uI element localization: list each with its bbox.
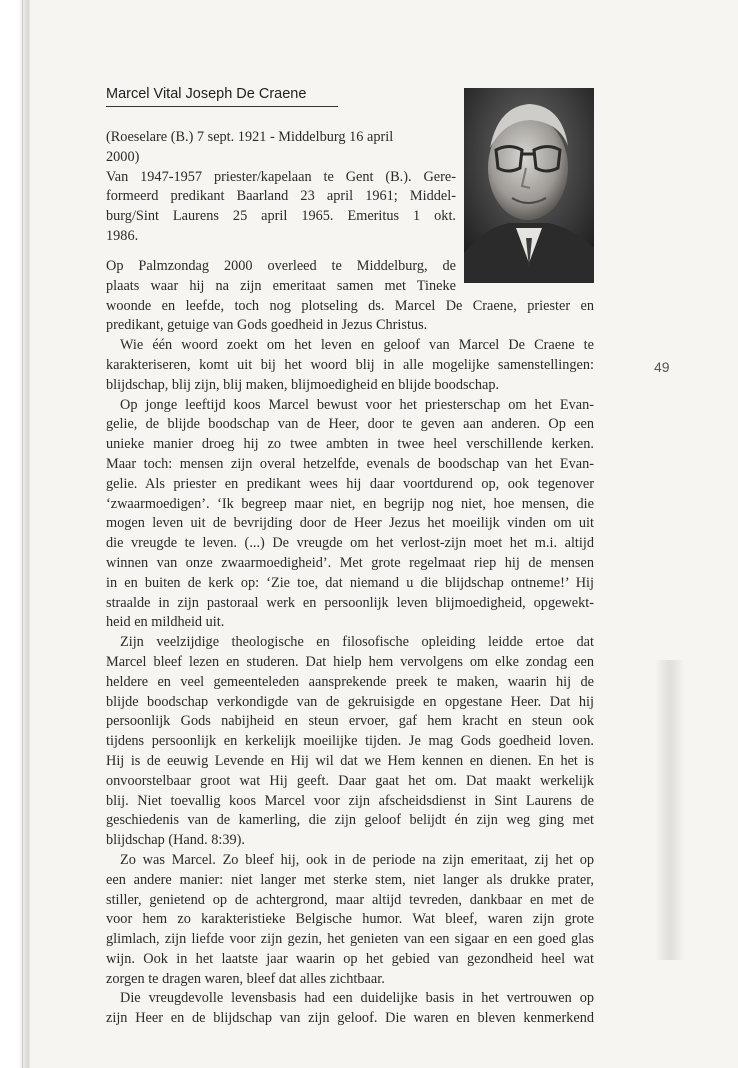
body-line: ‘zwaarmoedigen’. ‘Ik begreep maar niet, en begrijp nog niet, hoe mensen, die (106, 495, 594, 512)
intro-line: Van 1947-1957 priester/kapelaan te Gent (B.). Gere- (106, 168, 456, 185)
body-line: woonde en leefde, toch nog plotseling ds. Marcel De Craene, priester en (106, 297, 594, 314)
body-line: wijn. Ook in het laatste jaar waarin op het gebied van gezondheid heel wat (106, 950, 594, 967)
body-line: Wie één woord zoekt om het leven en geloof van Marcel De Craene te (120, 337, 594, 354)
body-line: blijde boodschap verkondigde van de gekruisigde en opgestane Heer. Dat hij (106, 693, 594, 710)
intro-line: formeerd predikant Baarland 23 april 1961; Middel- (106, 188, 456, 205)
body-line: Zo was Marcel. Zo bleef hij, ook in de periode na zijn emeritaat, zij het op (120, 851, 594, 868)
body-line: blij. Niet toevallig koos Marcel voor zijn afscheidsdienst in Sint Laurens de (106, 792, 594, 809)
body-line: Die vreugdevolle levensbasis had een duidelijke basis in het vertrouwen op (120, 990, 594, 1007)
page-gutter-line (22, 0, 23, 1068)
obituary-heading: Marcel Vital Joseph De Craene (106, 86, 338, 107)
body-line: heldere en veel gemeenteleden aansprekende preek te maken, waarin hij de (106, 673, 594, 690)
body-line: Op jonge leeftijd koos Marcel bewust voor het priesterschap om het Evan- (120, 396, 594, 413)
intro-line: burg/Sint Laurens 25 april 1965. Emeritus 1 okt. (106, 208, 456, 225)
body-line: predikant, getuige van Gods goedheid in Jezus Christus. (106, 317, 428, 334)
show-through-mark (655, 660, 685, 960)
book-spine-shadow (0, 0, 30, 1068)
body-line: heid en mildheid uit. (106, 614, 225, 631)
body-line: Maar toch: mensen zijn overal hetzelfde, evenals de boodschap van het Evan- (106, 455, 594, 472)
body-line: gelie, de blijde boodschap van de Heer, door te geven aan anderen. Op een (106, 416, 594, 433)
body-line: Marcel bleef lezen en studeren. Dat hielp hem vervolgens om elke zondag een (106, 653, 594, 670)
body-line: gelie. Als priester en predikant wees hij daar voortdurend op, ook tegenover (106, 475, 594, 492)
body-line: glimlach, zijn liefde voor zijn gezin, het genieten van een sigaar en een goed glas (106, 931, 594, 948)
body-line: mogen leven uit de bevrijding door de Heer Jezus het moeilijk vinden om uit (106, 515, 594, 532)
portrait-photo (464, 88, 594, 283)
body-line: geschiedenis van de kamerling, die zijn geloof belijdt én zijn weg ging met (106, 812, 594, 829)
biographical-summary (106, 128, 456, 247)
body-line: stiller, genietend op de achtergrond, maar altijd tevreden, dankbaar en met de (106, 891, 594, 908)
page-number: 49 (654, 359, 670, 375)
intro-line: (Roeselare (B.) 7 sept. 1921 - Middelburg 16 april (106, 129, 394, 145)
body-line: persoonlijk Gods nabijheid en steun ervoer, gaf hem kracht en steun ook (106, 713, 594, 730)
body-line: Op Palmzondag 2000 overleed te Middelburg, de (106, 258, 456, 274)
body-line: voor hem zo karakteristieke Belgische humor. Wat bleef, waren zijn grote (106, 911, 594, 928)
body-line: Hij is de eeuwig Levende en Hij wil dat we Hem kennen en dienen. En het is (106, 752, 594, 769)
body-line: karakteriseren, komt uit bij het woord blij in alle mogelijke samenstellingen: (106, 356, 594, 373)
body-line: onvoorstelbaar groot wat Hij geeft. Daar gaat het om. Dat maakt werkelijk (106, 772, 594, 789)
body-line: een andere manier: niet langer met sterke stem, niet langer als drukke prater, (106, 871, 594, 888)
intro-line: 2000) (106, 148, 140, 165)
intro-line: 1986. (106, 227, 139, 244)
body-line: die vreugde te leven. (...) De vreugde om het verlost-zijn moet het m.i. altijd (106, 535, 594, 552)
body-line: zorgen te dragen waren, bleef dat alles zichtbaar. (106, 970, 385, 987)
body-line: blijdschap, blij zijn, blij maken, blijmoedigheid en blijde boodschap. (106, 376, 500, 393)
body-line: straalde in zijn pastoraal werk en persoonlijk leven blijmoedigheid, opgewekt- (106, 594, 594, 611)
body-line: tijdens persoonlijk en kerkelijk moeilijke tijden. Je mag Gods goedheid loven. (106, 733, 594, 750)
body-line: winnen van onze zwaarmoedigheid’. Met grote regelmaat riep hij de mensen (106, 554, 594, 571)
obituary-body (106, 257, 594, 1029)
body-line: Zijn veelzijdige theologische en filosofische opleiding leidde ertoe dat (120, 634, 594, 651)
body-line: unieke manier droeg hij zo twee ambten in twee heel verschillende kerken. (106, 436, 594, 453)
body-line: zijn Heer en de blijdschap van zijn geloof. Die waren en bleven kenmerkend (106, 1010, 594, 1027)
body-line: blijdschap (Hand. 8:39). (106, 832, 245, 849)
body-line: in en buiten de kerk op: ‘Zie toe, dat niemand u die blijdschap ontneme!’ Hij (106, 574, 594, 591)
body-line: plaats waar hij na zijn emeritaat samen met Tineke (106, 277, 456, 294)
